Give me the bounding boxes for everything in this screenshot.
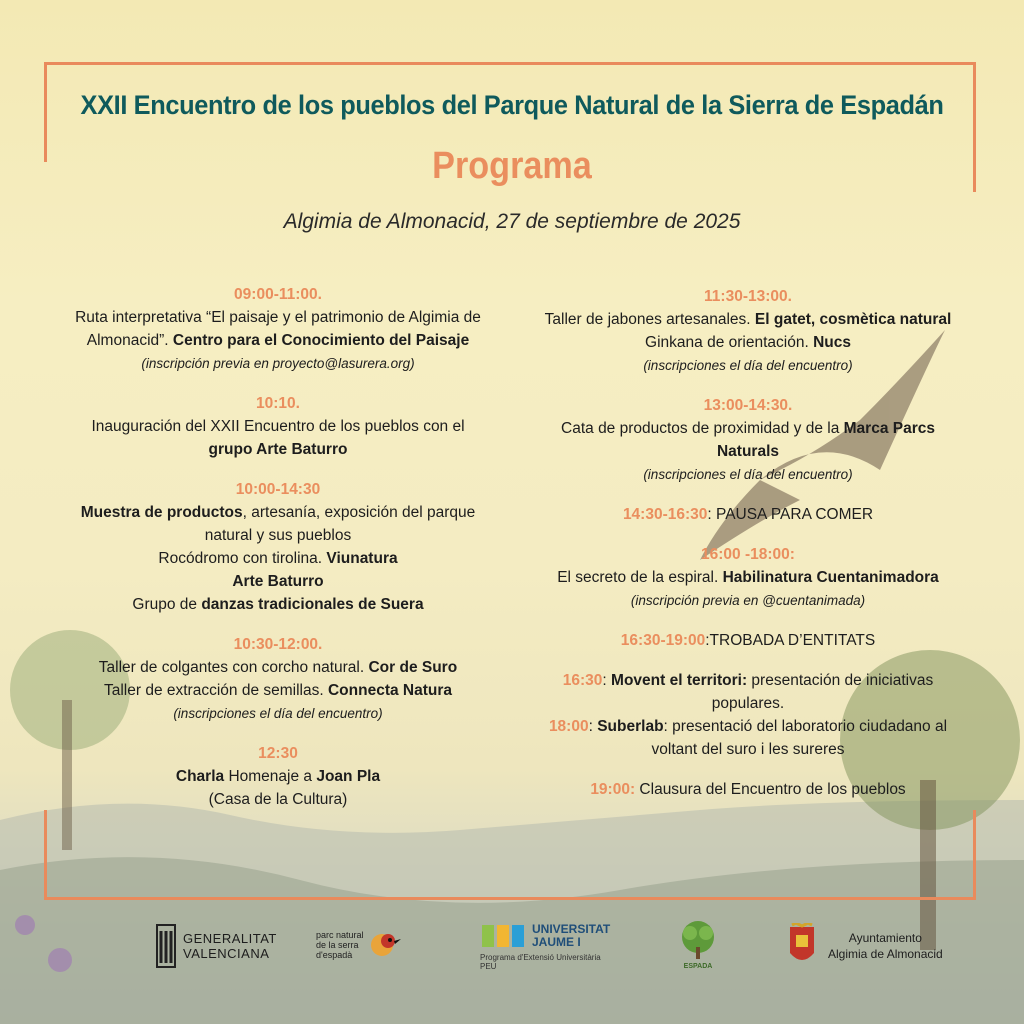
event-host: Muestra de productos: [80, 504, 243, 521]
event-time: 14:30-16:30: [622, 506, 708, 523]
logo-uji: [480, 921, 610, 951]
event-text: (Casa de la Cultura): [208, 791, 348, 808]
gva-shield-icon: [155, 923, 177, 969]
event-time: 10:30-12:00.: [233, 636, 323, 653]
event-host: Charla: [175, 768, 225, 785]
logo-text: PEU: [480, 962, 497, 971]
event-note: (inscripciones el día del encuentro): [173, 706, 383, 721]
logo-text: GENERALITAT: [183, 931, 277, 946]
event-host: Joan Pla: [316, 768, 381, 785]
event-time: 11:30-13:00.: [704, 288, 792, 305]
event-text: :TROBADA D’ENTITATS: [705, 632, 876, 649]
event-host: Connecta Natura: [327, 682, 453, 699]
event-time: 16:30-19:00: [620, 632, 706, 649]
coat-of-arms-icon: [784, 923, 820, 969]
event-host: Marca Parcs: [843, 420, 935, 437]
logo-text: d'espadà: [316, 950, 353, 960]
event-1630-trobada: [520, 629, 976, 652]
event-1900: [520, 778, 976, 801]
event-text: Taller de extracción de semillas.: [103, 682, 328, 699]
event-1030: [40, 633, 516, 725]
event-text: : presentació del laboratorio ciudadano al: [663, 718, 948, 735]
event-host: Naturals: [716, 443, 780, 460]
logo-uji-sub: [480, 953, 601, 971]
event-text: , artesanía, exposición del parque: [242, 504, 476, 521]
event-text: populares.: [711, 695, 785, 712]
event-time: 16:30: [562, 672, 603, 689]
uji-icon: [480, 921, 526, 951]
event-host: Movent el territori:: [611, 672, 748, 689]
event-text: Ginkana de orientación.: [645, 334, 814, 351]
bird-icon: [368, 929, 402, 961]
event-1130: [520, 285, 976, 377]
event-host: Habilinatura Cuentanimadora: [722, 569, 939, 586]
event-time: 16:00 -18:00:: [701, 546, 795, 563]
logo-generalitat: [155, 923, 277, 969]
event-host: Arte Baturro: [232, 573, 324, 590]
event-host: grupo Arte Baturro: [208, 441, 348, 458]
event-text: :: [588, 718, 598, 735]
event-text: Clausura del Encuentro de los pueblos: [635, 781, 906, 798]
event-text: Taller de colgantes con corcho natural.: [98, 659, 369, 676]
event-text: :: [602, 672, 612, 689]
logo-espadan: [674, 919, 722, 970]
event-text: natural y sus pueblos: [204, 527, 352, 544]
page-title: XXII Encuentro de los pueblos del Parque Natural de la Sierra de Espadán: [80, 90, 944, 120]
event-host: El gatet, cosmètica natural: [754, 311, 952, 328]
event-time: 13:00-14:30.: [703, 397, 793, 414]
place-date: Algimia de Almonacid, 27 de septiembre de 2025: [283, 210, 741, 233]
logo-text: UNIVERSITAT: [532, 922, 611, 936]
logo-text: parc natural: [316, 930, 364, 940]
event-text: Almonacid”.: [86, 332, 173, 349]
event-1010: [40, 392, 516, 461]
logo-text: Programa d'Extensió Universitària: [480, 953, 601, 962]
event-time: 18:00: [548, 718, 589, 735]
event-host: Cor de Suro: [368, 659, 458, 676]
event-note: (inscripciones el día del encuentro): [643, 467, 853, 482]
event-time: 19:00:: [590, 781, 636, 798]
logo-text: de la serra: [316, 940, 359, 950]
sponsor-logos: [0, 915, 1024, 985]
event-1600: [520, 543, 976, 612]
event-note: (inscripción previa en @cuentanimada): [630, 593, 866, 608]
right-column: [520, 285, 976, 818]
event-time: 09:00-11:00.: [234, 286, 322, 303]
event-text: El secreto de la espiral.: [557, 569, 723, 586]
event-note: (inscripciones el día del encuentro): [643, 358, 853, 373]
event-text: Homenaje a: [224, 768, 317, 785]
left-column: [40, 283, 516, 828]
logo-ayuntamiento: [784, 923, 943, 969]
logo-text: ESPADA: [683, 963, 713, 970]
event-1300: [520, 394, 976, 486]
tree-logo-icon: [674, 919, 722, 963]
logo-text: Algimia de Almonacid: [828, 947, 943, 961]
logo-text: VALENCIANA: [183, 946, 270, 961]
event-0900: [40, 283, 516, 375]
event-1800: [520, 715, 976, 761]
event-1430: [520, 503, 976, 526]
event-1000: [40, 478, 516, 616]
logo-text: Ayuntamiento: [848, 931, 922, 945]
event-text: Cata de productos de proximidad y de la: [561, 420, 844, 437]
event-host: Suberlab: [597, 718, 664, 735]
logo-parc-natural: [316, 929, 402, 961]
event-1630-movent: [520, 669, 976, 715]
event-text: Taller de jabones artesanales.: [544, 311, 755, 328]
event-text: Ruta interpretativa “El paisaje y el patrimonio de Algimia de: [75, 309, 481, 326]
event-host: Centro para el Conocimiento del Paisaje: [172, 332, 470, 349]
event-1230: [40, 742, 516, 811]
event-text: : PAUSA PARA COMER: [707, 506, 874, 523]
event-host: danzas tradicionales de Suera: [201, 596, 424, 613]
event-time: 10:00-14:30: [235, 481, 321, 498]
event-host: Nucs: [813, 334, 851, 351]
page-subtitle: Programa: [432, 145, 592, 187]
event-text: presentación de iniciativas: [747, 672, 934, 689]
event-host: Viunatura: [326, 550, 398, 567]
event-time: 10:10.: [256, 395, 300, 412]
logo-text: JAUME I: [532, 935, 581, 949]
event-text: Inauguración del XXII Encuentro de los pueblos con el: [91, 418, 465, 435]
event-text: voltant del suro i les sureres: [651, 741, 845, 758]
event-time: 12:30: [258, 745, 298, 762]
event-text: Grupo de: [132, 596, 202, 613]
event-text: Rocódromo con tirolina.: [158, 550, 327, 567]
event-note: (inscripción previa en proyecto@lasurera.org): [141, 356, 415, 371]
